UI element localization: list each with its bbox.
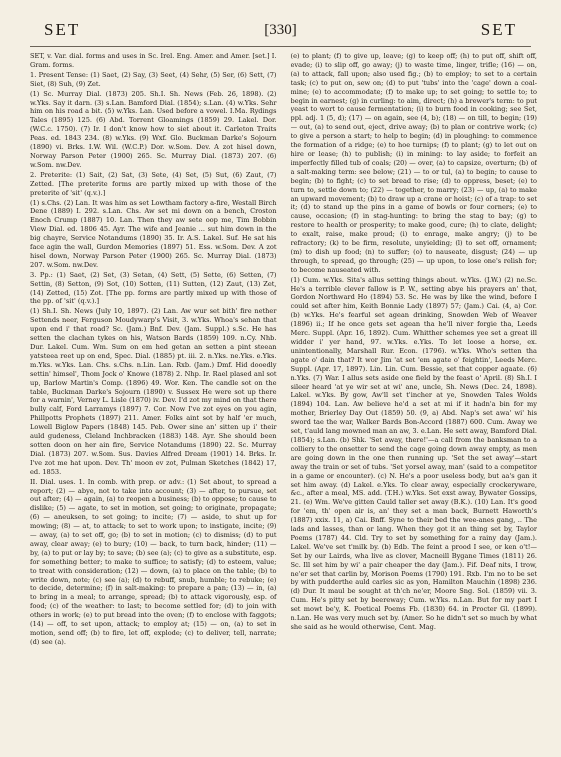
paragraph: II. Dial. uses. 1. In comb. with prep. or adv.: (1) Set about, to spread a report; (2) — abye, not to take into account; (3) — after, to pursue, set out after; (4) — again, (a) to reopen a business; (b) to oppose; to cause to dislike; (5) — agate, to set in motion, set going; to originate, propagate; (6) — aneuksen, to set going; to incite; (7) — aside, to shut up for mowing; (8) — at, to attack; to set to work upon; to instigate, incite; (9) — away, (a) to set off, go; (b) to set in motion; (c) to dismiss; (d) to put away, clear away; (e) to bury; (10) — back, to turn back, hinder; (11) — by, (a) to put or lay by; to save; (b) see (a); (c) to give as a substitute, esp. for something better; to make to suffice; to satisfy; (d) to esteem, value; to treat with consideration; (12) — down, (a) to place on the table; (b) to write down, note; (c) see (a); (d) to rebuff, snub, humble; to rebuke; (e) to decide, determine; (f) in salt-making: to prepare a pan; (13) — in, (a) to bring in a meal; to arrange, spread; (b) to attack vigorously, esp. of food; (c) of the weather: to last; to become settled for; (d) to join with others in work; (e) to put bread into the oven; (f) to enclose with faggots; (14) — off, to set upon, attack; to employ at; (15) — on, (a) to set in motion, send off; (b) to fire, let off, explode; (c) to deliver, tell, narrate; (d) see (a). [30,477,277,646]
paragraph: (1) Sc. Murray Dial. (1873) 205. Sh.I. Sh. News (Feb. 26, 1898). (2) w.Yks. Say it darn. (3) s.Lan. Bamford Dial. (1854); s.Lan. (4) w.Yks. Sehr him on his road a bit. (5) w.Yks. Lan. Used before a vowel. I.Ma. Rydings Tales (1895) 125. (6) Abd. Torrent Gloamings (1859) 29. Lakel. Dor. (W.C.c. 1750). (7) Ir. I don't know how to siet about it. Carleton Traits Peas. ed. 1843 234. (8) w.Yks. (9) Wxf. Glo. Buckman Darke's Sojourn (1890) vi. Brks. I.W. Wil. (W.C.P.) Dor. w.Som. Dev. A zot hisel down, Norway Parson Peter (1900) 265. Sc. Murray Dial. (1873) 207. (6) w.Som. nw.Dev. [30,89,277,169]
paragraph: 2. Preterite: (1) Sait, (2) Sat, (3) Sete, (4) Set, (5) Sut, (6) Zaut, (7) Zetted. [The preterite forms are partly mixed up with those of the preterite of 'sit' (q.v.).] [30,170,277,197]
paragraph: SET, v. Var. dial. forms and uses in Sc. Irel. Eng. Amer. and Amer. [set.] I. Gram. forms. [30,52,277,69]
header-left-word: SET [44,20,81,39]
right-column [291,52,538,745]
paragraph: 3. Pp.: (1) Saet, (2) Set, (3) Setan, (4) Sett, (5) Sette, (6) Setten, (7) Settin, (8) Setton, (9) Sot, (10) Sotten, (11) Sutten, (12) Zaut, (13) Zet, (14) Zetted, (15) Zot. [The pp. forms are partly mixed up with those of the pp. of 'sit' (q.v.).] [30,270,277,306]
text-columns [30,52,537,745]
page-number: [330] [264,22,297,38]
paragraph: (1) Cum. w.Yks. Sita's allus setting things about. w.Yks. (J.W.) (2) ne.Sc. He's a terrible clever fallow is P. W., setting abye his prayers an' that, Gordon Northward Ho (1894) 53. Sc. He was by like the wind, before I could set after him, Keith Bonnie Lady (1897) 57; (Jam.) Cai. (4, a) Cor. (b) w.Yks. He's fearful set agean drinking, Snowden Web of Weaver (1896) ii.; If he once gets set agean tha he'll niver forgie tha, Leeds Merc. Suppl. (Apr. 16, 1892). Cum. Whitther schemes yee set a great ill widder i' yer hand, 97. w.Yks. e.Yks. To let loose a horse, ex. unintentionally, Marshall Rur. Econ. (1796). w.Yks. Who's setten tha agate o' dain that? It wor Jim 'at set 'em agate o' feightin', Leeds Merc. Suppl. (Apr. 17, 1897). Lin. Lin. Cum. Bessie, set that copper agaate. (6) n.Yks. (7) War. I allus sets aside one field by the feast o' April. (8) Sh.I. I sileer heard 'at ye wir set at wi' ane, uncle, Sh. News (Dec. 24, 1898). Lakel. w.Yks. By gow, Aw'll set t'incher at ye, Snowden Tales Wolds (1894) 104. Lan. Aw believe he'd a set at mi if it hadn'a bin for my mother, Brierley Day Out (1859) 50. (9, a) Abd. Nap's set awa' wi' his sword tae the war, Walker Bards Bon-Accord (1887) 600. Cum. Away we set, t'auld lang mowned man an aw, 3. e.Lan. He sett away, Bamford Dial. (1854); s.Lan. (b) Shk. 'Set away, there!'—a call from the banksman to a colliery to the onsetter to send the cage going down away empty, as men are going down in the one then running up. 'Set the set away'—start away the train or set of tubs. 'Set yorsel away, man' (said to a competitor in a game or encounter). (c) N. He's a poor useless body, but aa's gan it set him away. (d) Lakel. e.Yks. To clear away, especially crockeryware, &c., after a meal, MS. add. (T.H.) w.Yks. Set exst away, Bywater Gossips, 21. (e) Wm. We've gitten Cauld taller set away (B.K.). (10) Lan. It's good for 'em, th' open air is, an' they set a man back, Burnett Haworth's (1887) xxix. 11, a) Cai. Bnff. Syne to their bed the wee-anes gang, .. The lads and lasses, than or lang. When they got it an thing set by, Taylor Poems (1787) 44. Cld. Try to set by something for a rainy day (Jam.). Lakel. We've set t'milk by. (b) Edb. The feint a prood I see, or ken o't!—Set by our Lairds, wha live as clover, Macneill Bygane Times (1811) 26. Sc. Ill set him by wi' a pair cheaper the day (Jam.). Fif. Deaf nits, I trow, ne'er set that carlin by, Morison Poems (1790) 191. Rxb. I'm no to be set by with pudderthe auld carles sic as yon, Hamilton Mauchin (1898) 236. (d) Dur. It maul be sought at th'ch ne'er, Moore Sng. Sol. (1859) vii. 3. Cum. He's pitty set by beereway; Cum. w.Yks. n.Lan. But for my part I set mowt be'y, K. Poetical Poems Fb. (1830) 64. in Procter Gl. (1899). n.Lan. He was very much set by. (Amer. So he didn't set so much by what she said as he would otherwise, Cent. Mag. [290,275,537,631]
paragraph: (1) s.Chs. (2) Lan. It was him as set Lowtham factory a-fire, Westall Birch Dene (1889) I. 292. s.Lan. Chs. Aw set mi down on a bench, Croston Enoch Crump (1887) 10. Lan. Then they aw sete oop me, Tim Bobbin View Dial. ed. 1806 45. Ayr. The wife and Jeanie ... sut him down in the big chayre, Service Notandums (1890) 35. Ir. A.S. Lakel. Suf. He sat his face agin the wall, Gurdon Memories (1897) 51. Ess. w.Som. Dev. A zot hisel down, Norway Parson Peter (1900) 265. Sc. Murray Dial. (1873) 207. w.Som. nw.Dev. [30,198,277,269]
paragraph: 1. Present Tense: (1) Saet, (2) Say, (3) Seet, (4) Sehr, (5) Ser, (6) Sett, (7) Siet, (8) Suh, (9) Zet. [30,70,277,88]
paragraph: (1) Sh.I. Sh. News (July 10, 1897). (2) Lan. Aw wur set bith' fire nether Settends neer, Ferguson Moudywarp's Visit, 3. w.Yks. Whoa's sehan that upon end i' that road? Sc. (Jam.) Bnf. Dev. (Jam. Suppl.) s.Sc. He has setten the clachan tykes on his, Watson Bards (1859) 109. n.Cy. Nhb. Dur. Lakel. Cum. Wm. Sum on em hed getan an setten a pint steean yatsteea reet up on end, Spec. Dial. (1885) pt. iii. 2. n.Yks. ne.Yks. e.Yks. m.Yks. w.Yks. Lan. Chs. s.Chs. n.Lin. Lan. Rxb. (Jam.) Dmf. Hid dooedly settin' himsel', Thom Jock o' Knowe (1878) 2. Nhp. Ir. Rael plased anl sot up, Barlow Martin's Comp. (1896) 49. Wor. Ken. The candle sot on the table, Buckman Darke's Sojourn (1890) v. Sussex He were sot up there for a warnin', Verney L. Lisle (1870) iv. Dev. I'd zot my mind on that there bully calf, Ford Larramys (1897) 7. Cor. Now I've zot eyes on you agin, Phillpotts Prophets (1897) 211. Amer. Folks aint sot by half 'er much, Lowell Biglow Papers (1848) 145. Peb. Ower sine an' sitten up i' their auld gudeness, Cleland Inchbracken (1883) 148. Ayr. She should been sotten doon on her ain fire, Service Notandums (1890) 22. Sc. Murray Dial. (1873) 207. w.Som. Sus. Davies Alfred Dream (1901) 14. Brks. Ir. I've zot me hat upon. Dev. Th' moon ev zot, Pulman Sketches (1842) 17, ed. 1853. [30,307,277,476]
running-head [0,20,561,48]
paragraph: (e) to plant; (f) to give up, leave; (g) to keep off; (h) to put off, shift off, evade; (i) to slip off, go away; (j) to waste time, linger, trifle; (16) — on, (a) to attack, fall upon; also used fig.; (b) to employ; to set to a certain task; (c) to put on, sew on; (d) to put 'tubs' into the 'cage' down a coal-mine; (e) to accommodate; (f) to make up; to set going; to settle to; to begin in earnest; (g) in curling: to aim, direct; (h) a brewer's term: to put yeast to wort to cause fermentation; (i) to burn food in cooking; see Set, ppl. adj. 1 (5, d); (17) — on again, see (4, b); (18) — on till, to begin; (19) — out, (a) to send out, eject, drive away; (b) to plan or contrive work; (c) to give a person a start; to help to begin; (d) in ploughing: to commence the formation of a ridge; (e) to hoe turnips; (f) to plant; (g) to let out on hire or lease; (h) to publish; (i) in mining: to lay aside; to forfeit an imperfectly filled tub of coals; (20) — over, (a) to capsize, overturn; (b) of a salt-making term: see below; (21) — to or tul, (a) to begin; to cause to begin; (b) to fight; (c) to set bread to rise; (d) to oppress, beset; (e) to turn to, settle down to; (22) — together, to marry; (23) — up, (a) to make an upward movement; (b) to draw up a crane or hoist; (c) of a trap: to set it; (d) to stand up the pins in a game of bowls or four corners; (e) to cause, occasion; (f) in stag-hunting: to bring the stag to bay; (g) to restore to health or prosperity; to make good, cure; (h) to clate, delight; to exalt, raise, make proud; (i) to enrage, make angry; (j) to be refractory; (k) to be firm, resolute, unyielding; (l) to set off, ornament; (m) to dish up food; (n) to suffer; (o) to nauseate, disgust; (24) — up through, to spread, go through; (25) — up upon, to lose one's relish for; to become nauseated with. [290,52,537,274]
header-right-word: SET [480,20,517,39]
left-column [30,52,277,745]
header-rule [30,46,531,47]
